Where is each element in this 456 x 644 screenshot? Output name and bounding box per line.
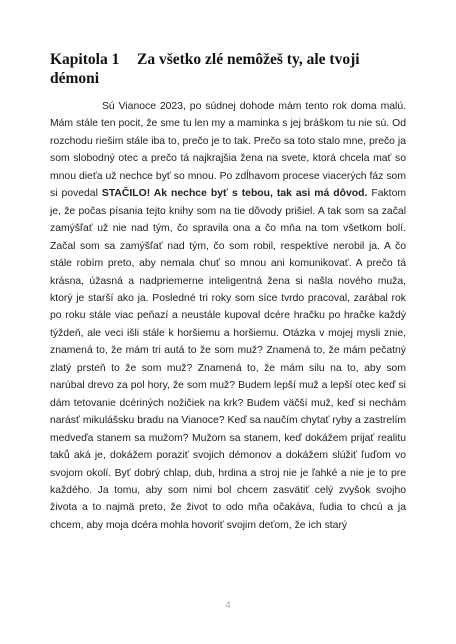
paragraph-text-rest: Faktom je, že počas písania tejto knihy som na tie dôvody prišiel. A tak som sa začal zamýšľať už nie nad tým, čo spravila ona a čo mňa na tom všetkom bolí. Začal som sa zamýšľať nad tým, čo som robil, respektíve nerobil ja. A čo stále robím preto, aby nemala chuť so mnou ani komunikovať. A prečo tá krásna, úžasná a nadpriemerne inteligentná žena si našla nového muža, ktorý je starší ako ja. Posledné tri roky som síce tvrdo pracoval, zarábal rok po roku stále viac peňazí a neustále kupoval dcére hračku po hračke každý týždeň, ale veci išli stále k horšiemu a horšiemu. Otázka v mojej mysli znie, znamená to, že mám tri autá to že som muž? Znamená to, že mám pečatný zlatý prsteň to že som muž? Znamená to, že mám silu na to, aby som narúbal drevo za pol hory, že som muž? Budem lepší muž a lepší otec keď si dám tetovanie dcériných nožičiek na krk? Budem väčší muž, keď si nechám narásť mikulášsku bradu na Vianoce? Keď sa naučím chytať ryby a zastrelím medveďa stanem sa mužom? Mužom sa stanem, keď dokážem prijať realitu taků aká je, dokážem poraziť svojich démonov a dokážem slúžiť ľuďom vo svojom okolí. Byť dobrý chlap, dub, hrdina a stroj nie je ľahké a nie je to pre každého. Ja tomu, aby som nimi bol chcem zasvätiť celý zvyšok svojho života a to najmä preto, že život to odo mňa očakáva, ľudia to chcú a ja chcem, aby moja dcéra mohla hovoriť svojim deťom, že ich starý (50, 188, 407, 531)
page-number: 4 (225, 600, 231, 610)
chapter-body-paragraph (50, 98, 406, 534)
chapter-number: Kapitola 1 (50, 51, 120, 68)
paragraph-text-start: Sú Vianoce 2023, po súdnej dohode mám tento rok doma malú. Mám stále ten pocit, že sme tu len my a maminka s jej bráškom tu nie sú. Od rozchodu riešim stále iba to, prečo je to tak. Prečo sa toto stalo mne, prečo ja som slobodný otec a prečo tá najkrajšia žena na svete, ktorá chcela mať so mnou dieťa už nechce byť so mnou. Po zdĺhavom procese viacerých fáz som si povedal (50, 101, 406, 200)
chapter-heading (50, 50, 410, 88)
emphasized-statement: STAČILO! Ak nechce byť s tebou, tak asi má dôvod. (101, 188, 368, 200)
chapter-title: Za všetko zlé nemôžeš ty, ale tvoji démoni (50, 51, 360, 87)
